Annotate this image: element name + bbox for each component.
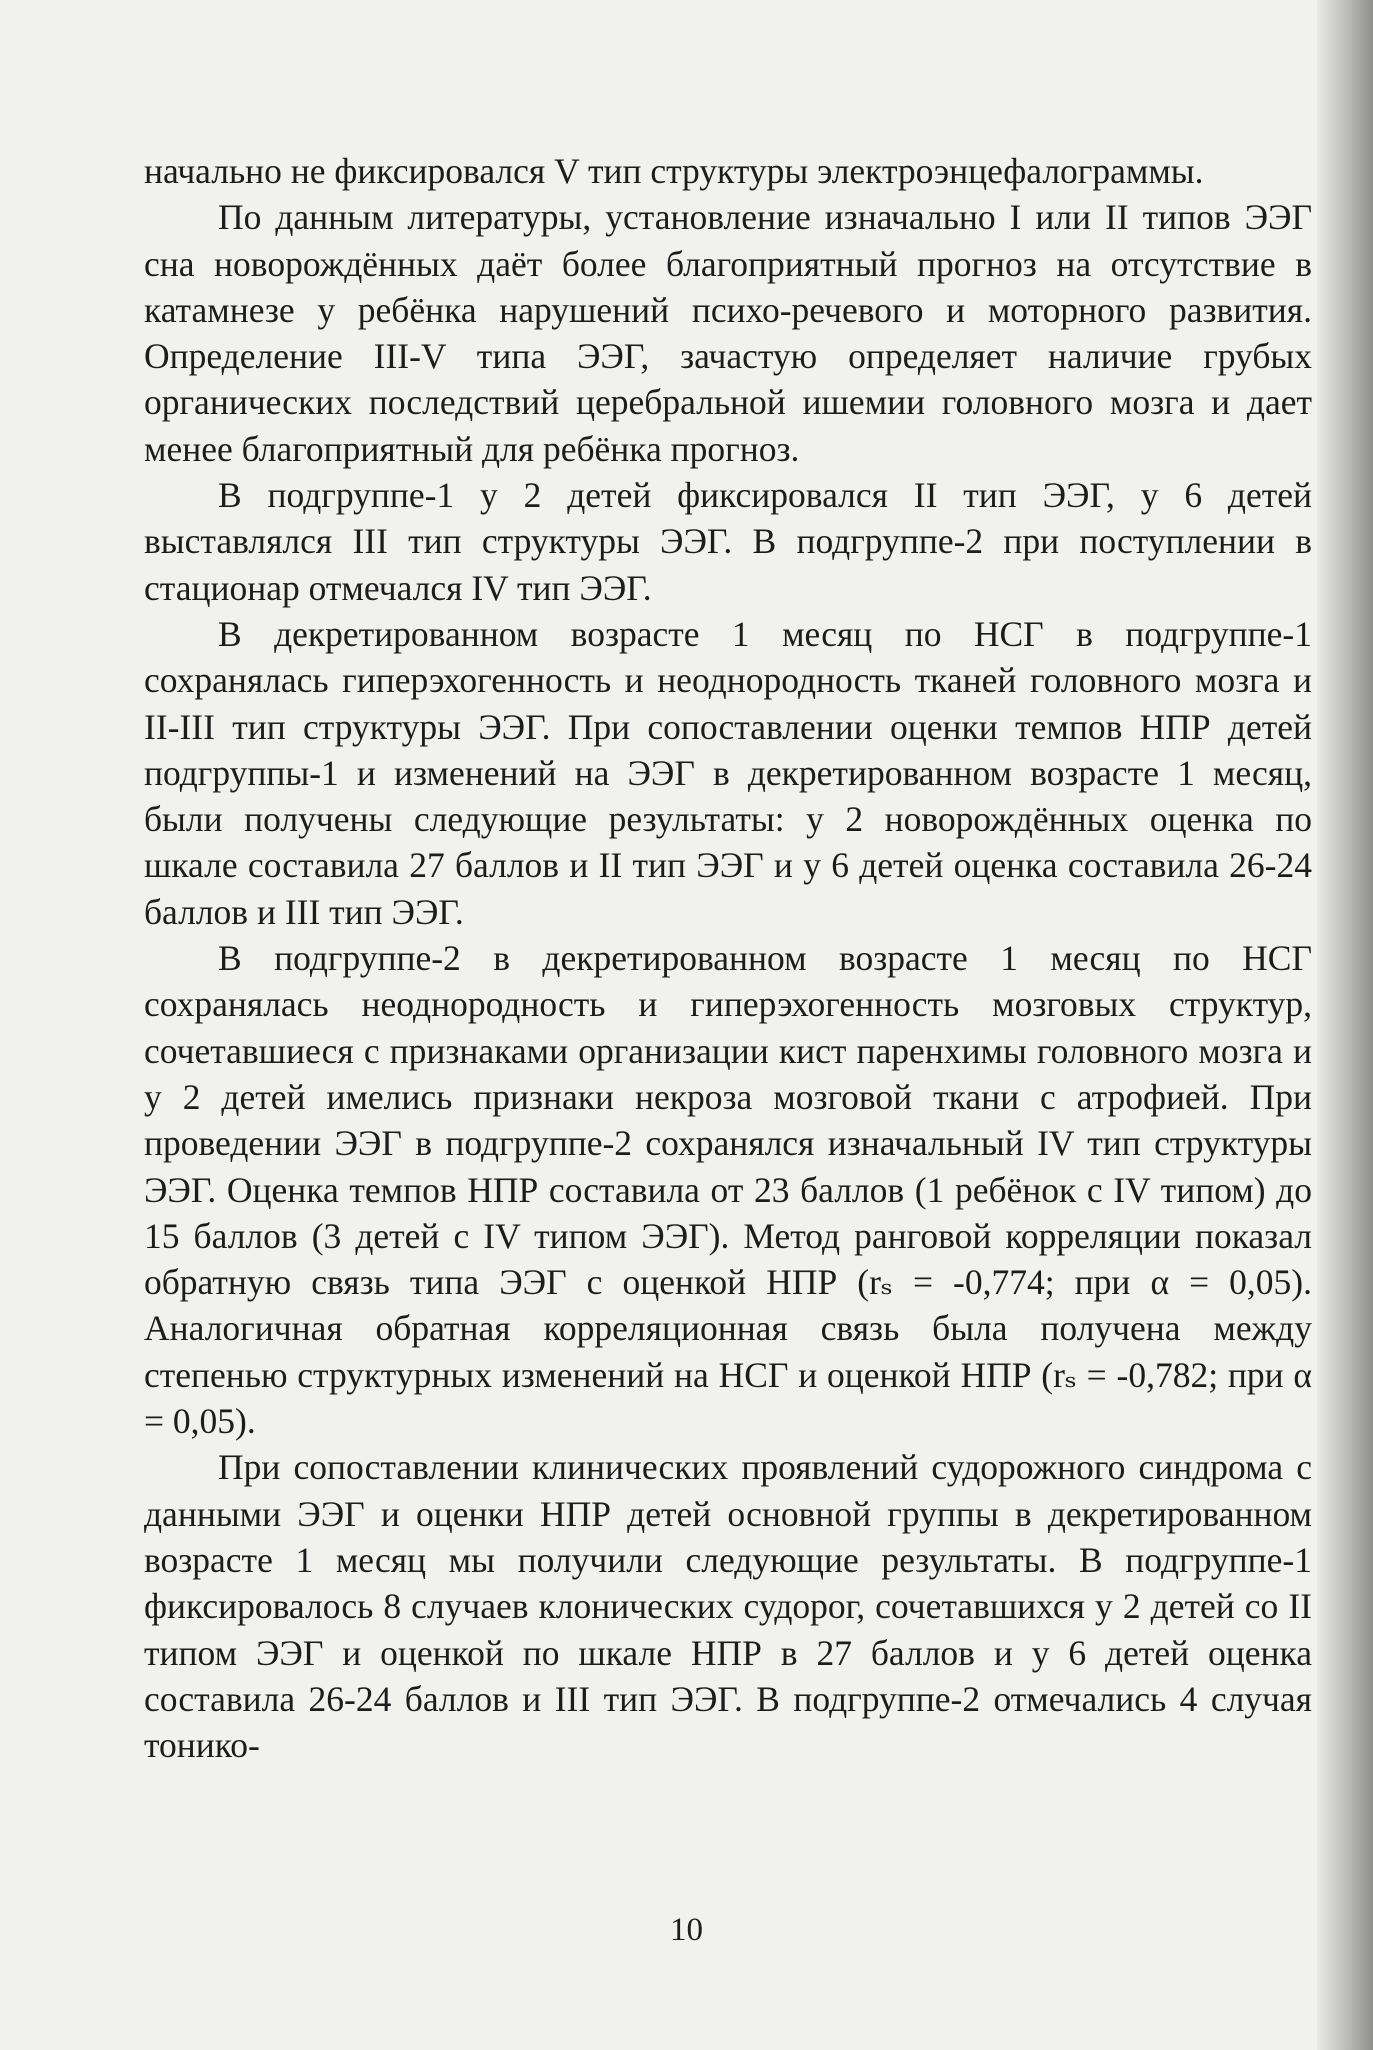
page-edge-shadow — [1317, 0, 1373, 2050]
paragraph-subgroup-1: В подгруппе-1 у 2 детей фиксировался II тип ЭЭГ, у 6 детей выставлялся III тип структуры ЭЭГ. В подгруппе-2 при поступлении в стационар отмечался IV тип ЭЭГ. — [144, 475, 1312, 608]
paragraph-one-month-subgroup-2: В подгруппе-2 в декретированном возрасте 1 месяц по НСГ сохранялась неоднородность и гиперэхогенность мозговых структур, сочетавшиеся с признаками организации кист паренхимы головного мозга и у 2 детей имелись признаки некроза мозговой ткани с атрофией. При проведении ЭЭГ в подгруппе-2 сохранялся изначальный IV тип структуры ЭЭГ. Оценка темпов НПР составила от 23 баллов (1 ребёнок с IV типом) до 15 баллов (3 детей с IV типом ЭЭГ). Метод ранговой корреляции показал обратную связь типа ЭЭГ с оценкой НПР (rₛ = -0,774; при α = 0,05). Аналогичная обратная корреляционная связь была получена между степенью структурных изменений на НСГ и оценкой НПР (rₛ = -0,782; при α = 0,05). — [144, 938, 1312, 1442]
paragraph-literature: По данным литературы, установление изначально I или II типов ЭЭГ сна новорождённых даёт более благоприятный прогноз на отсутствие в катамнезе у ребёнка нарушений психо-речевого и моторного развития. Определение III-V типа ЭЭГ, зачастую определяет наличие грубых органических последствий церебральной ишемии головного мозга и дает менее благоприятный для ребёнка прогноз. — [144, 197, 1312, 469]
paragraph-seizure-comparison: При сопоставлении клинических проявлений судорожного синдрома с данными ЭЭГ и оценки НПР детей основной группы в декретированном возрасте 1 месяц мы получили следующие результаты. В подгруппе-1 фиксировалось 8 случаев клонических судорог, сочетавшихся у 2 детей со II типом ЭЭГ и оценкой по шкале НПР в 27 баллов и у 6 детей оценка составила 26-24 баллов и III тип ЭЭГ. В подгруппе-2 отмечались 4 случая тонико- — [144, 1447, 1312, 1766]
paragraph-one-month-subgroup-1: В декретированном возрасте 1 месяц по НСГ в подгруппе-1 сохранялась гиперэхогенность и неоднородность тканей головного мозга и II-III тип структуры ЭЭГ. При сопоставлении оценки темпов НПР детей подгруппы-1 и изменений на ЭЭГ в декретированном возрасте 1 месяц, были получены следующие результаты: у 2 новорождённых оценка по шкале составила 27 баллов и II тип ЭЭГ и у 6 детей оценка составила 26-24 баллов и III тип ЭЭГ. — [144, 613, 1312, 932]
page-number: 10 — [670, 1912, 703, 1948]
page-body — [144, 148, 1312, 1768]
paragraph-continuation: начально не фиксировался V тип структуры электроэнцефалограммы. — [144, 151, 1204, 191]
